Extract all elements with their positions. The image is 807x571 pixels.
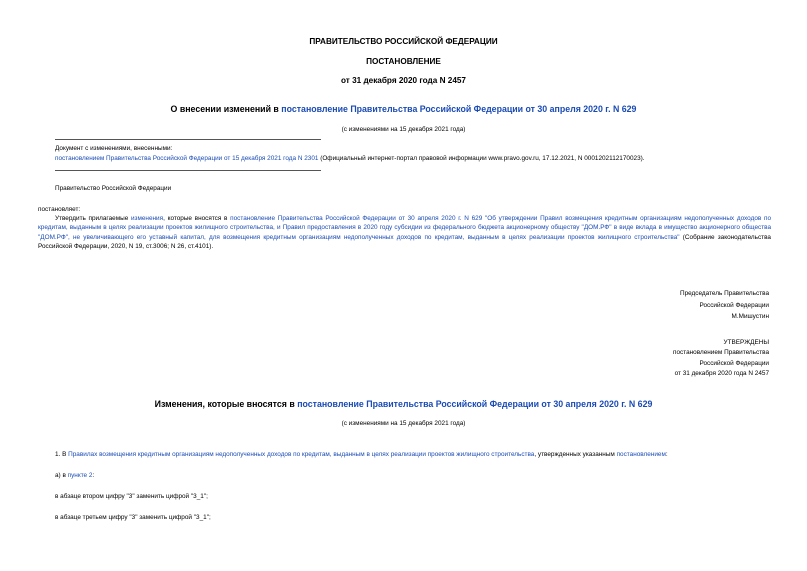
item-a-text-2: : — [92, 472, 95, 479]
changes-link[interactable]: изменения — [130, 215, 164, 222]
resolution-link[interactable]: постановлением — [616, 451, 666, 458]
changes-heading-link[interactable]: постановление Правительства Российской Федерации от 30 апреля 2020 г. N 629 — [297, 399, 653, 409]
changes-box-bottom-rule — [55, 170, 321, 171]
approve-text-3: (Собрание законодательства Российской Федерации, 2020, N 19, ст.3006; N 26, ст.4101). — [38, 233, 771, 250]
signature-country: Российской Федерации — [699, 301, 769, 309]
changes-box-publication: (Официальный интернет-портал правовой информации www.pravo.gov.ru, 17.12.2021, N 0001202112170023). — [318, 155, 645, 162]
signature-block — [500, 288, 769, 323]
approved-by: постановлением Правительства — [673, 349, 769, 357]
changes-box-label: Документ с изменениями, внесенными: — [55, 145, 173, 152]
approve-paragraph — [38, 214, 771, 251]
signature-name: М.Мишустин — [731, 313, 769, 320]
approved-country: Российской Федерации — [699, 359, 769, 367]
sub-item-1: в абзаце втором цифру "3" заменить цифрой "3_1"; — [55, 493, 208, 500]
doc-type-heading: ПОСТАНОВЛЕНИЕ — [366, 57, 441, 66]
approval-stamp — [500, 338, 769, 380]
document-title — [0, 104, 807, 114]
changes-box-top-rule — [55, 139, 321, 140]
item-1-text-2: , утвержденных указанным — [534, 451, 617, 458]
item-1 — [55, 451, 668, 458]
changes-revision-note: (с изменениями на 15 декабря 2021 года) — [341, 420, 466, 427]
changes-heading — [0, 399, 807, 409]
signature-position: Председатель Правительства — [680, 290, 769, 297]
clause-2-link[interactable]: пункте 2 — [67, 472, 93, 479]
title-prefix: О внесении изменений в — [170, 104, 282, 114]
changes-box-source — [55, 155, 645, 162]
item-a — [55, 472, 94, 479]
amending-act-link[interactable]: постановлением Правительства Российской Федерации от 15 декабря 2021 года N 2301 — [55, 155, 319, 162]
item-1-text-3: : — [665, 451, 668, 458]
org-heading: ПРАВИТЕЛЬСТВО РОССИЙСКОЙ ФЕДЕРАЦИИ — [309, 37, 498, 46]
resolution-629-link[interactable]: постановление Правительства Российской Федерации от 30 апреля 2020 г. N 629 "Об утверждении Правил возмещения кредитным организациям недополученных доходов по кредитам, выданным в целях реализации проектов жилищного строительства, и Правил предоставления в 2020 году субсидии из федерального бюджета акционерному обществу "ДОМ.РФ" в виде вклада в имущество акционерного общества "ДОМ.РФ", не увеличивающего его уставный капитал, для возмещения кредитным организациям недополученных доходов по кредитам, выданным в целях реализации проектов жилищного строительства" — [38, 215, 771, 241]
item-a-text-1: а) в — [55, 472, 68, 479]
approve-text-1: Утвердить прилагаемые — [55, 215, 131, 222]
approved-label: УТВЕРЖДЕНЫ — [723, 339, 769, 346]
item-1-text-1: 1. В — [55, 451, 69, 458]
rules-link[interactable]: Правилах возмещения кредитным организациям недополученных доходов по кредитам, выданным в целях реализации проектов жилищного строительства — [68, 451, 535, 458]
government-label: Правительство Российской Федерации — [55, 185, 172, 192]
approved-date: от 31 декабря 2020 года N 2457 — [674, 370, 769, 378]
changes-heading-prefix: Изменения, которые вносятся в — [154, 399, 298, 409]
revision-note: (с изменениями на 15 декабря 2021 года) — [341, 126, 466, 133]
date-number-heading: от 31 декабря 2020 года N 2457 — [341, 76, 466, 85]
approve-text-2: , которые вносятся в — [163, 215, 231, 222]
sub-item-2: в абзаце третьем цифру "3" заменить цифрой "3_1"; — [55, 514, 211, 521]
title-link[interactable]: постановление Правительства Российской Федерации от 30 апреля 2020 г. N 629 — [281, 104, 637, 114]
decides-label: постановляет: — [38, 206, 81, 213]
